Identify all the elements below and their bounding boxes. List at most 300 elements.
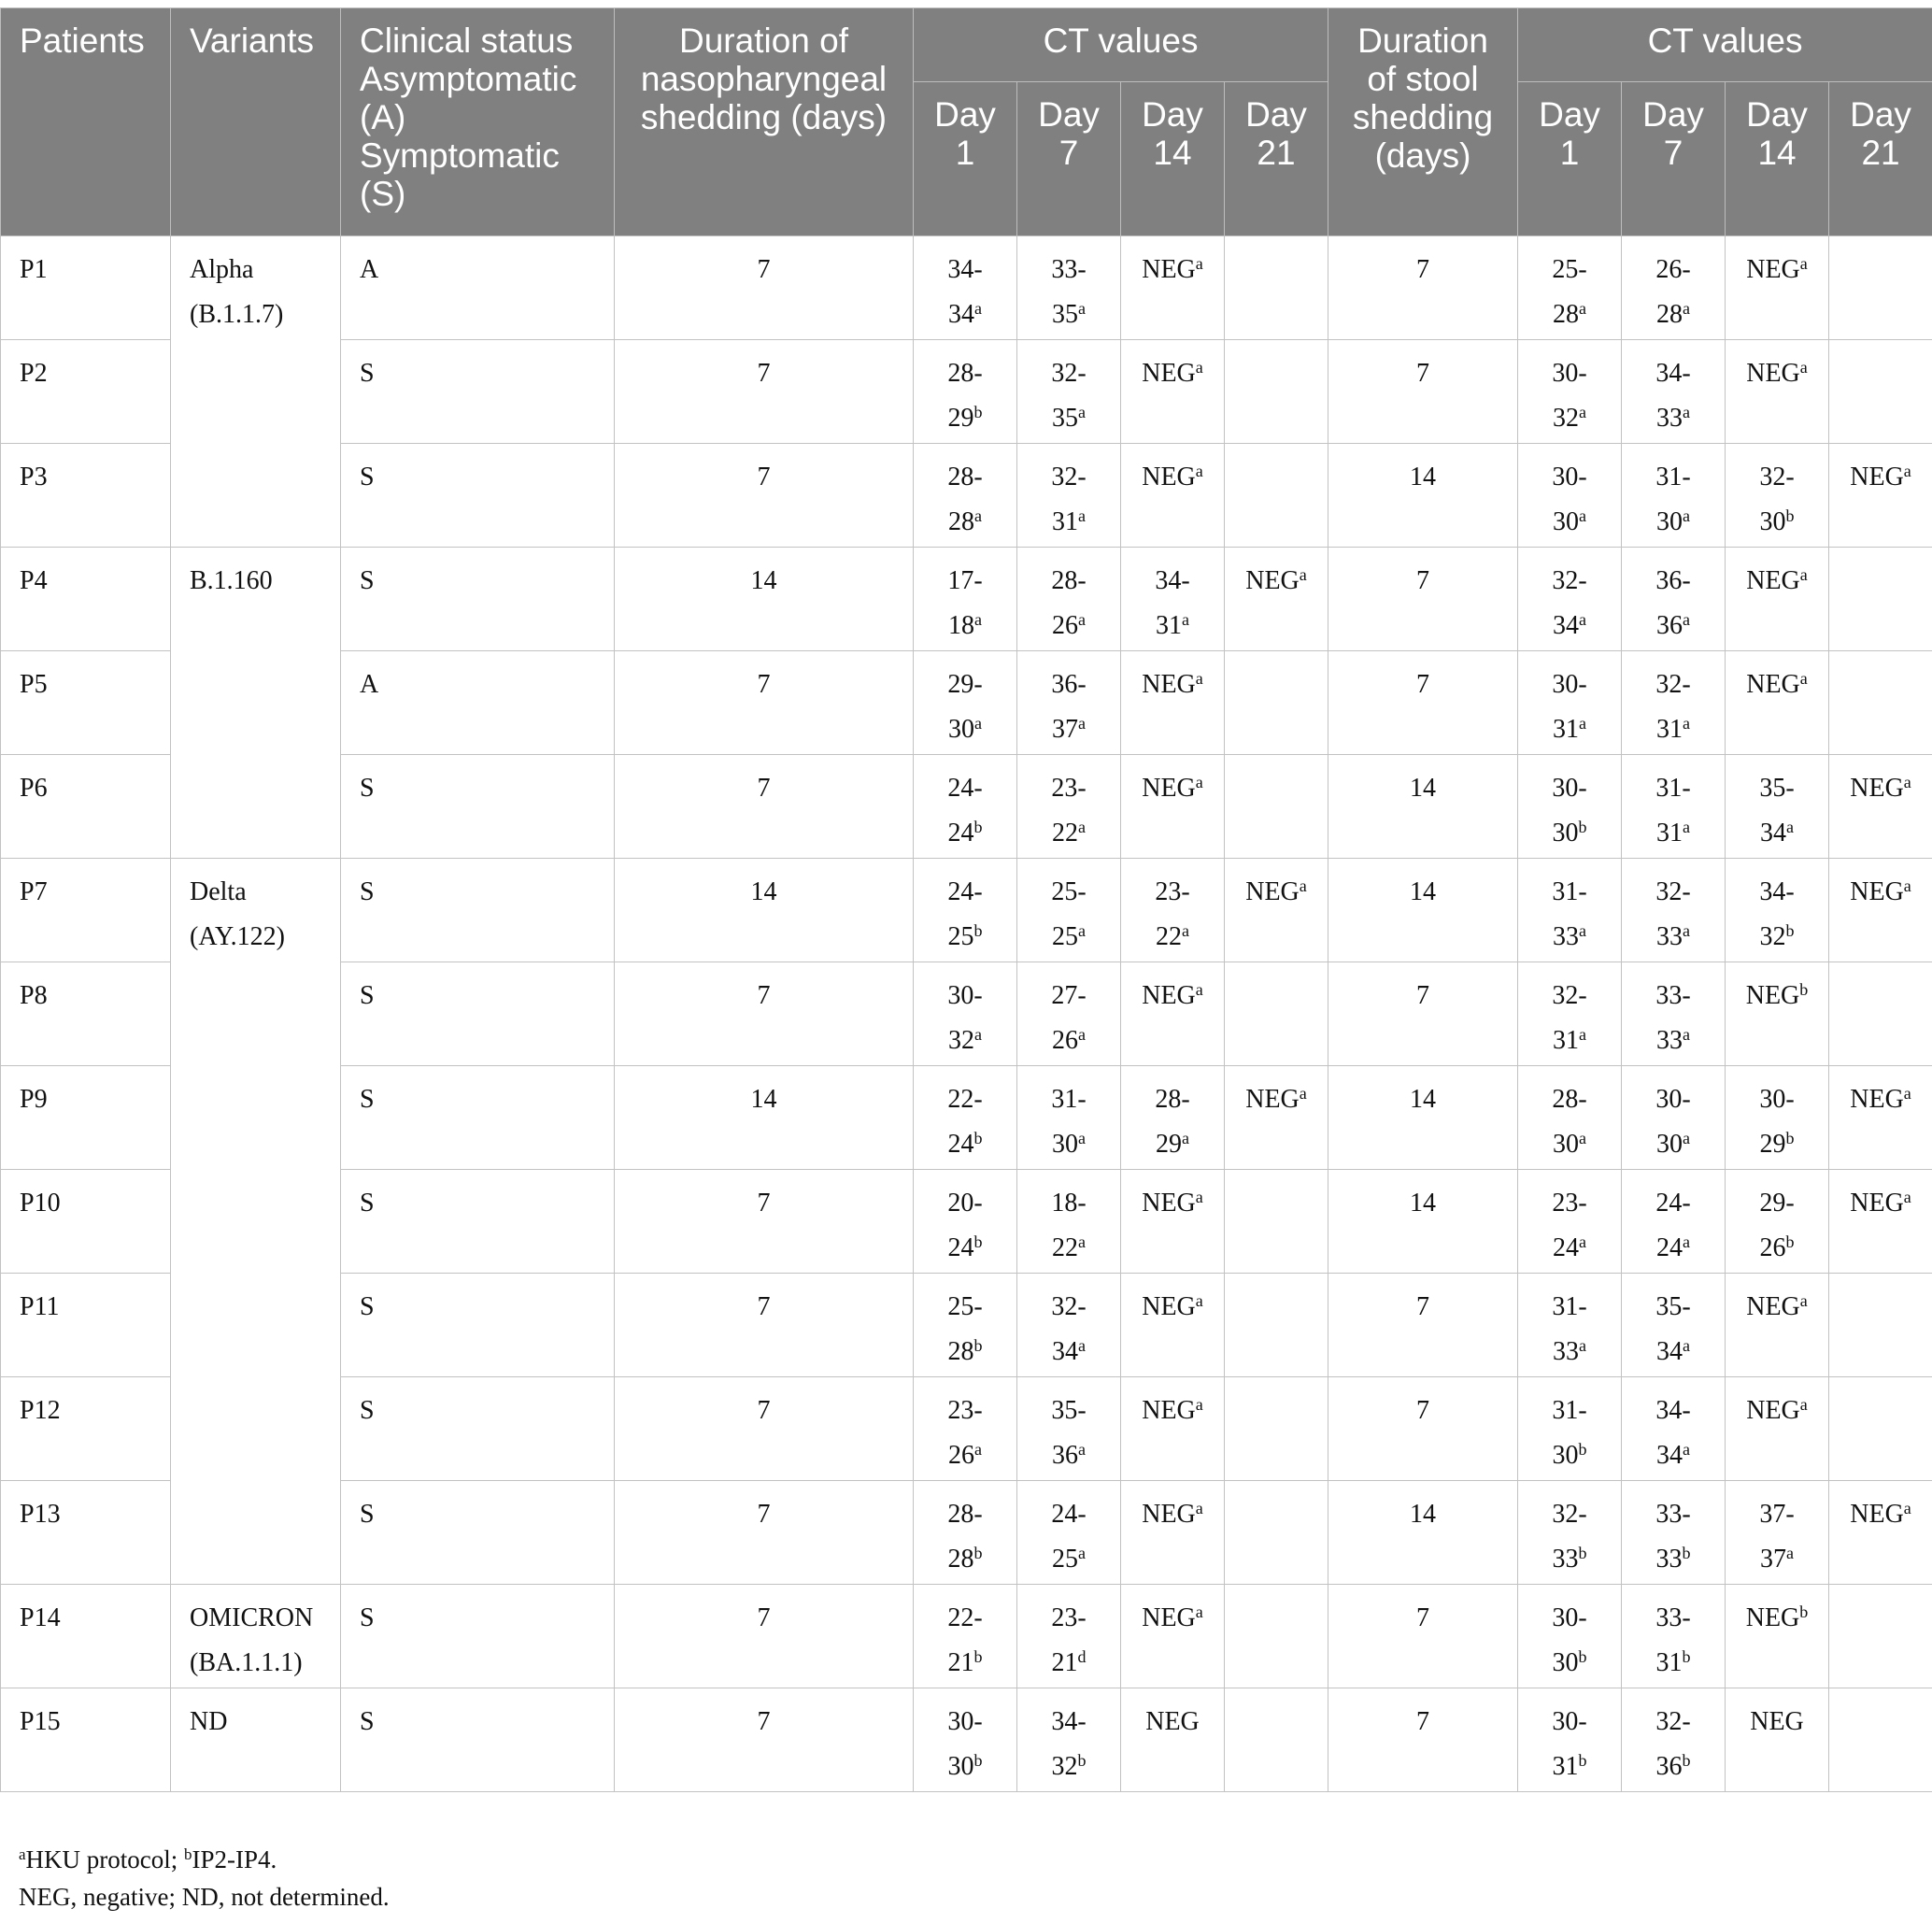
variant-cell: Alpha (B.1.1.7): [171, 236, 341, 340]
naso-ct-day-21: NEG$^a$: [1225, 548, 1328, 651]
table-row: [1, 1377, 1932, 1481]
clinical-status: S: [341, 1066, 615, 1170]
stool-ct-day-14: NEG$^a$: [1726, 651, 1829, 755]
stool-ct-day-7: 32- 31$^a$: [1622, 651, 1726, 755]
stool-ct-day-7: 33- 33$^b$: [1622, 1481, 1726, 1585]
stool-ct-day-7: 31- 31$^a$: [1622, 755, 1726, 859]
stool-ct-day-14: NEG$^a$: [1726, 548, 1829, 651]
naso-ct-day-14: NEG$^a$: [1121, 340, 1225, 444]
stool-duration: 14: [1328, 859, 1518, 962]
footnote-mark: a: [1579, 921, 1587, 940]
naso-ct-day-7: 32- 31$^a$: [1017, 444, 1121, 548]
footnote-text: IP2-IP4.: [192, 1845, 277, 1873]
stool-duration: 14: [1328, 1066, 1518, 1170]
naso-ct-day-1: 30- 30$^b$: [914, 1688, 1017, 1792]
naso-ct-day-1: 23- 26$^a$: [914, 1377, 1017, 1481]
footnote-mark: a: [1799, 358, 1808, 377]
stool-duration: 14: [1328, 1170, 1518, 1274]
footnote-mark: b: [1799, 980, 1809, 999]
header-patients: Patients: [1, 8, 171, 236]
naso-duration: 7: [615, 1274, 914, 1377]
footnote-mark: b: [973, 1336, 983, 1355]
naso-ct-day-7: 33- 35$^a$: [1017, 236, 1121, 340]
footnote-mark: b: [1578, 1751, 1587, 1770]
patient-id: P8: [1, 962, 171, 1066]
stool-ct-day-21: [1829, 1274, 1932, 1377]
clinical-status: S: [341, 1170, 615, 1274]
variant-cell: B.1.160: [171, 548, 341, 651]
footnote-mark: b: [1785, 1232, 1795, 1251]
clinical-status: S: [341, 1481, 615, 1585]
stool-ct-day-14: NEG$^b$: [1726, 1585, 1829, 1688]
stool-ct-day-14: 35- 34$^a$: [1726, 755, 1829, 859]
stool-ct-day-1: 32- 33$^b$: [1518, 1481, 1622, 1585]
footnote-mark: b: [1578, 1440, 1587, 1459]
footnote-mark: a: [1078, 921, 1086, 940]
footnote-mark: b: [1785, 1129, 1795, 1147]
header-stool-duration: Duration of stool shedding (days): [1328, 8, 1518, 236]
naso-ct-day-21: NEG$^a$: [1225, 1066, 1328, 1170]
footnote-mark: a: [1195, 1602, 1203, 1621]
footnote-mark: a: [1799, 1291, 1808, 1310]
naso-ct-day-1: 24- 25$^b$: [914, 859, 1017, 962]
clinical-status: A: [341, 651, 615, 755]
footnote-mark: a: [1683, 299, 1691, 318]
stool-ct-day-7: 35- 34$^a$: [1622, 1274, 1726, 1377]
footnote-mark: a: [1799, 1395, 1808, 1414]
header-naso-day-21: Day 21: [1225, 82, 1328, 236]
naso-duration: 7: [615, 651, 914, 755]
footnote-mark: a: [1182, 1129, 1189, 1147]
naso-ct-day-14: NEG$^a$: [1121, 1585, 1225, 1688]
stool-ct-day-14: NEG$^a$: [1726, 1377, 1829, 1481]
footnote-mark: a: [1786, 1544, 1795, 1562]
stool-ct-day-1: 30- 30$^b$: [1518, 1585, 1622, 1688]
clinical-status: S: [341, 548, 615, 651]
naso-ct-day-14: NEG$^a$: [1121, 444, 1225, 548]
variant-cell: [171, 1481, 341, 1585]
footnote-mark: a: [1078, 610, 1086, 629]
footnote-mark: a: [1579, 1129, 1587, 1147]
footnote-mark: a: [974, 299, 982, 318]
footnote-mark: a: [1579, 1025, 1587, 1044]
footnote-mark: a: [1579, 506, 1587, 525]
stool-ct-day-14: NEG$^a$: [1726, 236, 1829, 340]
footnote-mark: a: [1579, 299, 1587, 318]
stool-ct-day-7: 32- 36$^b$: [1622, 1688, 1726, 1792]
naso-ct-day-1: 34- 34$^a$: [914, 236, 1017, 340]
naso-ct-day-21: [1225, 1170, 1328, 1274]
stool-ct-day-1: 30- 30$^b$: [1518, 755, 1622, 859]
naso-ct-day-7: 36- 37$^a$: [1017, 651, 1121, 755]
table-row: [1, 859, 1932, 962]
naso-duration: 7: [615, 236, 914, 340]
table-row: [1, 1274, 1932, 1377]
stool-ct-day-21: [1829, 1377, 1932, 1481]
footnote-mark: a: [1195, 669, 1203, 688]
stool-ct-day-21: NEG$^a$: [1829, 1481, 1932, 1585]
footnote-mark: a: [1683, 921, 1691, 940]
naso-ct-day-14: NEG$^a$: [1121, 755, 1225, 859]
stool-ct-day-7: 36- 36$^a$: [1622, 548, 1726, 651]
footnote-mark: a: [1683, 403, 1691, 421]
clinical-status: S: [341, 755, 615, 859]
stool-ct-day-1: 23- 24$^a$: [1518, 1170, 1622, 1274]
stool-ct-day-1: 30- 30$^a$: [1518, 444, 1622, 548]
footnote-mark: a: [1078, 1129, 1086, 1147]
table-body: [1, 236, 1932, 1792]
naso-ct-day-1: 22- 21$^b$: [914, 1585, 1017, 1688]
naso-ct-day-7: 24- 25$^a$: [1017, 1481, 1121, 1585]
stool-ct-day-1: 32- 34$^a$: [1518, 548, 1622, 651]
footnote-mark: b: [1578, 818, 1587, 836]
naso-duration: 7: [615, 962, 914, 1066]
clinical-status: S: [341, 1377, 615, 1481]
naso-ct-day-21: [1225, 1585, 1328, 1688]
stool-ct-day-1: 31- 33$^a$: [1518, 1274, 1622, 1377]
footnote-mark: a: [1683, 506, 1691, 525]
stool-ct-day-14: 29- 26$^b$: [1726, 1170, 1829, 1274]
table-header: [1, 8, 1932, 236]
footnote-mark: a: [1299, 1084, 1307, 1103]
stool-ct-day-21: NEG$^a$: [1829, 444, 1932, 548]
naso-duration: 7: [615, 1481, 914, 1585]
footnote-mark: a: [1683, 1129, 1691, 1147]
patient-id: P13: [1, 1481, 171, 1585]
footnote-mark: b: [973, 921, 983, 940]
naso-ct-day-14: NEG$^a$: [1121, 1377, 1225, 1481]
footnote-mark: a: [1683, 714, 1691, 733]
footnotes: [19, 1841, 390, 1916]
variant-cell: [171, 1377, 341, 1481]
naso-ct-day-7: 32- 35$^a$: [1017, 340, 1121, 444]
footnote-mark: a: [1683, 1025, 1691, 1044]
stool-ct-day-14: NEG: [1726, 1688, 1829, 1792]
footnote-mark: b: [1682, 1751, 1691, 1770]
footnote-mark: a: [1195, 1291, 1203, 1310]
footnote-mark: a: [974, 506, 982, 525]
footnote-mark: b: [1077, 1751, 1087, 1770]
naso-ct-day-14: NEG$^a$: [1121, 962, 1225, 1066]
clinical-status: S: [341, 859, 615, 962]
naso-ct-day-7: 28- 26$^a$: [1017, 548, 1121, 651]
variant-cell: [171, 1274, 341, 1377]
footnote-mark: b: [973, 1129, 983, 1147]
clinical-status: S: [341, 1585, 615, 1688]
stool-ct-day-7: 26- 28$^a$: [1622, 236, 1726, 340]
clinical-status: S: [341, 444, 615, 548]
variant-cell: [171, 1170, 341, 1274]
footnote-mark: b: [1578, 1544, 1587, 1562]
footnote-mark: a: [1195, 1188, 1203, 1206]
naso-ct-day-7: 31- 30$^a$: [1017, 1066, 1121, 1170]
footnote-mark: a: [1078, 1336, 1086, 1355]
stool-ct-day-21: NEG$^a$: [1829, 1170, 1932, 1274]
header-stool-day-7: Day 7: [1622, 82, 1726, 236]
naso-ct-day-7: 23- 22$^a$: [1017, 755, 1121, 859]
footnote-mark: a: [1078, 299, 1086, 318]
footnote-mark: a: [1903, 773, 1911, 791]
table-row: [1, 1481, 1932, 1585]
patient-id: P4: [1, 548, 171, 651]
ct-values-table: [0, 7, 1932, 1792]
naso-ct-day-1: 24- 24$^b$: [914, 755, 1017, 859]
footnote-mark: a: [1799, 254, 1808, 273]
stool-ct-day-14: 30- 29$^b$: [1726, 1066, 1829, 1170]
footnote-mark: a: [1579, 610, 1587, 629]
footnote-mark: a: [1182, 921, 1189, 940]
naso-ct-day-21: [1225, 236, 1328, 340]
footnote-mark: a: [1078, 1440, 1086, 1459]
stool-duration: 7: [1328, 1688, 1518, 1792]
stool-ct-day-7: 32- 33$^a$: [1622, 859, 1726, 962]
variant-cell: [171, 651, 341, 755]
stool-ct-day-7: 33- 33$^a$: [1622, 962, 1726, 1066]
naso-duration: 14: [615, 548, 914, 651]
stool-ct-day-21: [1829, 1585, 1932, 1688]
stool-ct-day-7: 31- 30$^a$: [1622, 444, 1726, 548]
stool-ct-day-21: [1829, 651, 1932, 755]
naso-ct-day-7: 18- 22$^a$: [1017, 1170, 1121, 1274]
naso-duration: 7: [615, 340, 914, 444]
naso-duration: 7: [615, 1170, 914, 1274]
patient-id: P15: [1, 1688, 171, 1792]
stool-ct-day-21: [1829, 340, 1932, 444]
patient-id: P2: [1, 340, 171, 444]
stool-duration: 14: [1328, 444, 1518, 548]
table-row: [1, 755, 1932, 859]
stool-ct-day-21: NEG$^a$: [1829, 1066, 1932, 1170]
naso-ct-day-21: [1225, 1688, 1328, 1792]
stool-ct-day-1: 32- 31$^a$: [1518, 962, 1622, 1066]
footnote-mark: a: [1799, 669, 1808, 688]
table-row: [1, 236, 1932, 340]
footnote-mark: a: [1579, 403, 1587, 421]
naso-duration: 7: [615, 444, 914, 548]
naso-duration: 7: [615, 755, 914, 859]
naso-ct-day-14: 28- 29$^a$: [1121, 1066, 1225, 1170]
header-ct-values-stool: CT values: [1518, 8, 1932, 82]
footnote-text: HKU protocol;: [25, 1845, 185, 1873]
footnote-mark: a: [1195, 254, 1203, 273]
stool-ct-day-7: 34- 33$^a$: [1622, 340, 1726, 444]
stool-ct-day-14: 37- 37$^a$: [1726, 1481, 1829, 1585]
footnote-mark: a: [1195, 462, 1203, 480]
footnote-mark: a: [1903, 1188, 1911, 1206]
footnote-mark: a: [1683, 1336, 1691, 1355]
naso-ct-day-1: 28- 28$^b$: [914, 1481, 1017, 1585]
naso-ct-day-21: [1225, 962, 1328, 1066]
naso-ct-day-21: NEG$^a$: [1225, 859, 1328, 962]
table-row: [1, 1066, 1932, 1170]
stool-duration: 7: [1328, 236, 1518, 340]
table-row: [1, 444, 1932, 548]
naso-ct-day-7: 32- 34$^a$: [1017, 1274, 1121, 1377]
stool-ct-day-1: 30- 31$^b$: [1518, 1688, 1622, 1792]
clinical-status: A: [341, 236, 615, 340]
footnote-mark: b: [973, 818, 983, 836]
naso-ct-day-7: 25- 25$^a$: [1017, 859, 1121, 962]
header-naso-day-1: Day 1: [914, 82, 1017, 236]
stool-duration: 7: [1328, 1585, 1518, 1688]
footnote-mark: a: [1903, 876, 1911, 895]
naso-ct-day-14: NEG: [1121, 1688, 1225, 1792]
naso-ct-day-1: 28- 28$^a$: [914, 444, 1017, 548]
footnote-mark: a: [1078, 1232, 1086, 1251]
footnote-mark: a: [1903, 462, 1911, 480]
patient-id: P7: [1, 859, 171, 962]
footnote-mark: a: [1299, 876, 1307, 895]
footnote-mark: a: [1299, 565, 1307, 584]
naso-ct-day-14: NEG$^a$: [1121, 236, 1225, 340]
stool-ct-day-1: 30- 31$^a$: [1518, 651, 1622, 755]
header-stool-day-14: Day 14: [1726, 82, 1829, 236]
naso-ct-day-1: 17- 18$^a$: [914, 548, 1017, 651]
table-row: [1, 651, 1932, 755]
footnote-mark: a: [1195, 1499, 1203, 1517]
footnote-protocols: [19, 1841, 390, 1878]
footnote-mark: a: [1579, 1232, 1587, 1251]
footnote-mark: a: [1786, 818, 1795, 836]
clinical-status: S: [341, 962, 615, 1066]
footnote-mark: a: [1683, 1440, 1691, 1459]
variant-cell: [171, 1066, 341, 1170]
naso-ct-day-14: NEG$^a$: [1121, 1481, 1225, 1585]
variant-cell: [171, 340, 341, 444]
stool-ct-day-1: 31- 33$^a$: [1518, 859, 1622, 962]
variant-cell: [171, 962, 341, 1066]
stool-ct-day-1: 28- 30$^a$: [1518, 1066, 1622, 1170]
footnote-mark: a: [1195, 1395, 1203, 1414]
patient-id: P1: [1, 236, 171, 340]
footnote-mark: a: [1683, 610, 1691, 629]
naso-ct-day-21: [1225, 1481, 1328, 1585]
footnote-mark: a: [1078, 1544, 1086, 1562]
variant-cell: Delta (AY.122): [171, 859, 341, 962]
footnote-mark: a: [1078, 403, 1086, 421]
footnote-mark: a: [1078, 714, 1086, 733]
naso-duration: 14: [615, 859, 914, 962]
variant-cell: OMICRON (BA.1.1.1): [171, 1585, 341, 1688]
patient-id: P11: [1, 1274, 171, 1377]
stool-ct-day-1: 25- 28$^a$: [1518, 236, 1622, 340]
naso-ct-day-21: [1225, 444, 1328, 548]
stool-duration: 14: [1328, 755, 1518, 859]
naso-ct-day-21: [1225, 1274, 1328, 1377]
stool-ct-day-14: 34- 32$^b$: [1726, 859, 1829, 962]
footnote-mark: b: [1785, 921, 1795, 940]
clinical-status: S: [341, 1274, 615, 1377]
header-variants: Variants: [171, 8, 341, 236]
header-naso-duration: Duration of nasopharyngeal shedding (days): [615, 8, 914, 236]
naso-duration: 7: [615, 1377, 914, 1481]
naso-ct-day-14: NEG$^a$: [1121, 651, 1225, 755]
stool-ct-day-7: 24- 24$^a$: [1622, 1170, 1726, 1274]
stool-ct-day-21: [1829, 962, 1932, 1066]
naso-ct-day-1: 29- 30$^a$: [914, 651, 1017, 755]
footnote-mark: b: [973, 403, 983, 421]
clinical-status: S: [341, 340, 615, 444]
footnote-mark: a: [1078, 506, 1086, 525]
naso-duration: 14: [615, 1066, 914, 1170]
naso-ct-day-14: 34- 31$^a$: [1121, 548, 1225, 651]
footnote-mark: a: [1182, 610, 1189, 629]
naso-ct-day-21: [1225, 340, 1328, 444]
footnote-mark: a: [974, 1025, 982, 1044]
footnote-mark: a: [1195, 358, 1203, 377]
footnote-mark: b: [1682, 1544, 1691, 1562]
footnote-mark: a: [974, 1440, 982, 1459]
naso-ct-day-7: 35- 36$^a$: [1017, 1377, 1121, 1481]
stool-ct-day-14: NEG$^a$: [1726, 1274, 1829, 1377]
patient-id: P12: [1, 1377, 171, 1481]
footnote-mark: d: [1077, 1647, 1087, 1666]
footnote-mark: b: [1578, 1647, 1587, 1666]
clinical-status: S: [341, 1688, 615, 1792]
patient-id: P14: [1, 1585, 171, 1688]
footnote-mark: a: [974, 714, 982, 733]
footnote-mark: b: [973, 1751, 983, 1770]
stool-duration: 7: [1328, 962, 1518, 1066]
footnote-mark: a: [1683, 1232, 1691, 1251]
header-naso-day-7: Day 7: [1017, 82, 1121, 236]
naso-ct-day-1: 20- 24$^b$: [914, 1170, 1017, 1274]
stool-ct-day-21: NEG$^a$: [1829, 755, 1932, 859]
naso-ct-day-21: [1225, 1377, 1328, 1481]
footnote-mark: b: [973, 1232, 983, 1251]
stool-duration: 7: [1328, 1274, 1518, 1377]
footnote-mark: b: [1785, 506, 1795, 525]
naso-ct-day-14: 23- 22$^a$: [1121, 859, 1225, 962]
footnote-mark: b: [973, 1544, 983, 1562]
footnote-mark: a: [1078, 818, 1086, 836]
variant-cell: ND: [171, 1688, 341, 1792]
table-row: [1, 1170, 1932, 1274]
stool-ct-day-7: 33- 31$^b$: [1622, 1585, 1726, 1688]
footnote-mark: a: [1195, 773, 1203, 791]
naso-ct-day-7: 23- 21$^d$: [1017, 1585, 1121, 1688]
variant-cell: [171, 444, 341, 548]
naso-ct-day-14: NEG$^a$: [1121, 1274, 1225, 1377]
stool-duration: 7: [1328, 548, 1518, 651]
stool-ct-day-7: 34- 34$^a$: [1622, 1377, 1726, 1481]
footnote-mark: b: [1682, 1647, 1691, 1666]
footnote-mark: a: [974, 610, 982, 629]
stool-ct-day-21: NEG$^a$: [1829, 859, 1932, 962]
stool-ct-day-14: NEG$^a$: [1726, 340, 1829, 444]
naso-ct-day-1: 22- 24$^b$: [914, 1066, 1017, 1170]
stool-ct-day-21: [1829, 236, 1932, 340]
naso-ct-day-21: [1225, 755, 1328, 859]
header-ct-values-naso: CT values: [914, 8, 1328, 82]
stool-ct-day-14: 32- 30$^b$: [1726, 444, 1829, 548]
table-row: [1, 1585, 1932, 1688]
stool-duration: 14: [1328, 1481, 1518, 1585]
footnote-mark: a: [1799, 565, 1808, 584]
naso-ct-day-1: 25- 28$^b$: [914, 1274, 1017, 1377]
naso-ct-day-14: NEG$^a$: [1121, 1170, 1225, 1274]
naso-duration: 7: [615, 1688, 914, 1792]
stool-ct-day-1: 31- 30$^b$: [1518, 1377, 1622, 1481]
stool-ct-day-7: 30- 30$^a$: [1622, 1066, 1726, 1170]
footnote-mark: a: [1579, 714, 1587, 733]
naso-ct-day-7: 34- 32$^b$: [1017, 1688, 1121, 1792]
header-stool-day-21: Day 21: [1829, 82, 1932, 236]
footnote-mark: b: [184, 1845, 192, 1863]
patient-id: P9: [1, 1066, 171, 1170]
header-stool-day-1: Day 1: [1518, 82, 1622, 236]
table-row: [1, 340, 1932, 444]
